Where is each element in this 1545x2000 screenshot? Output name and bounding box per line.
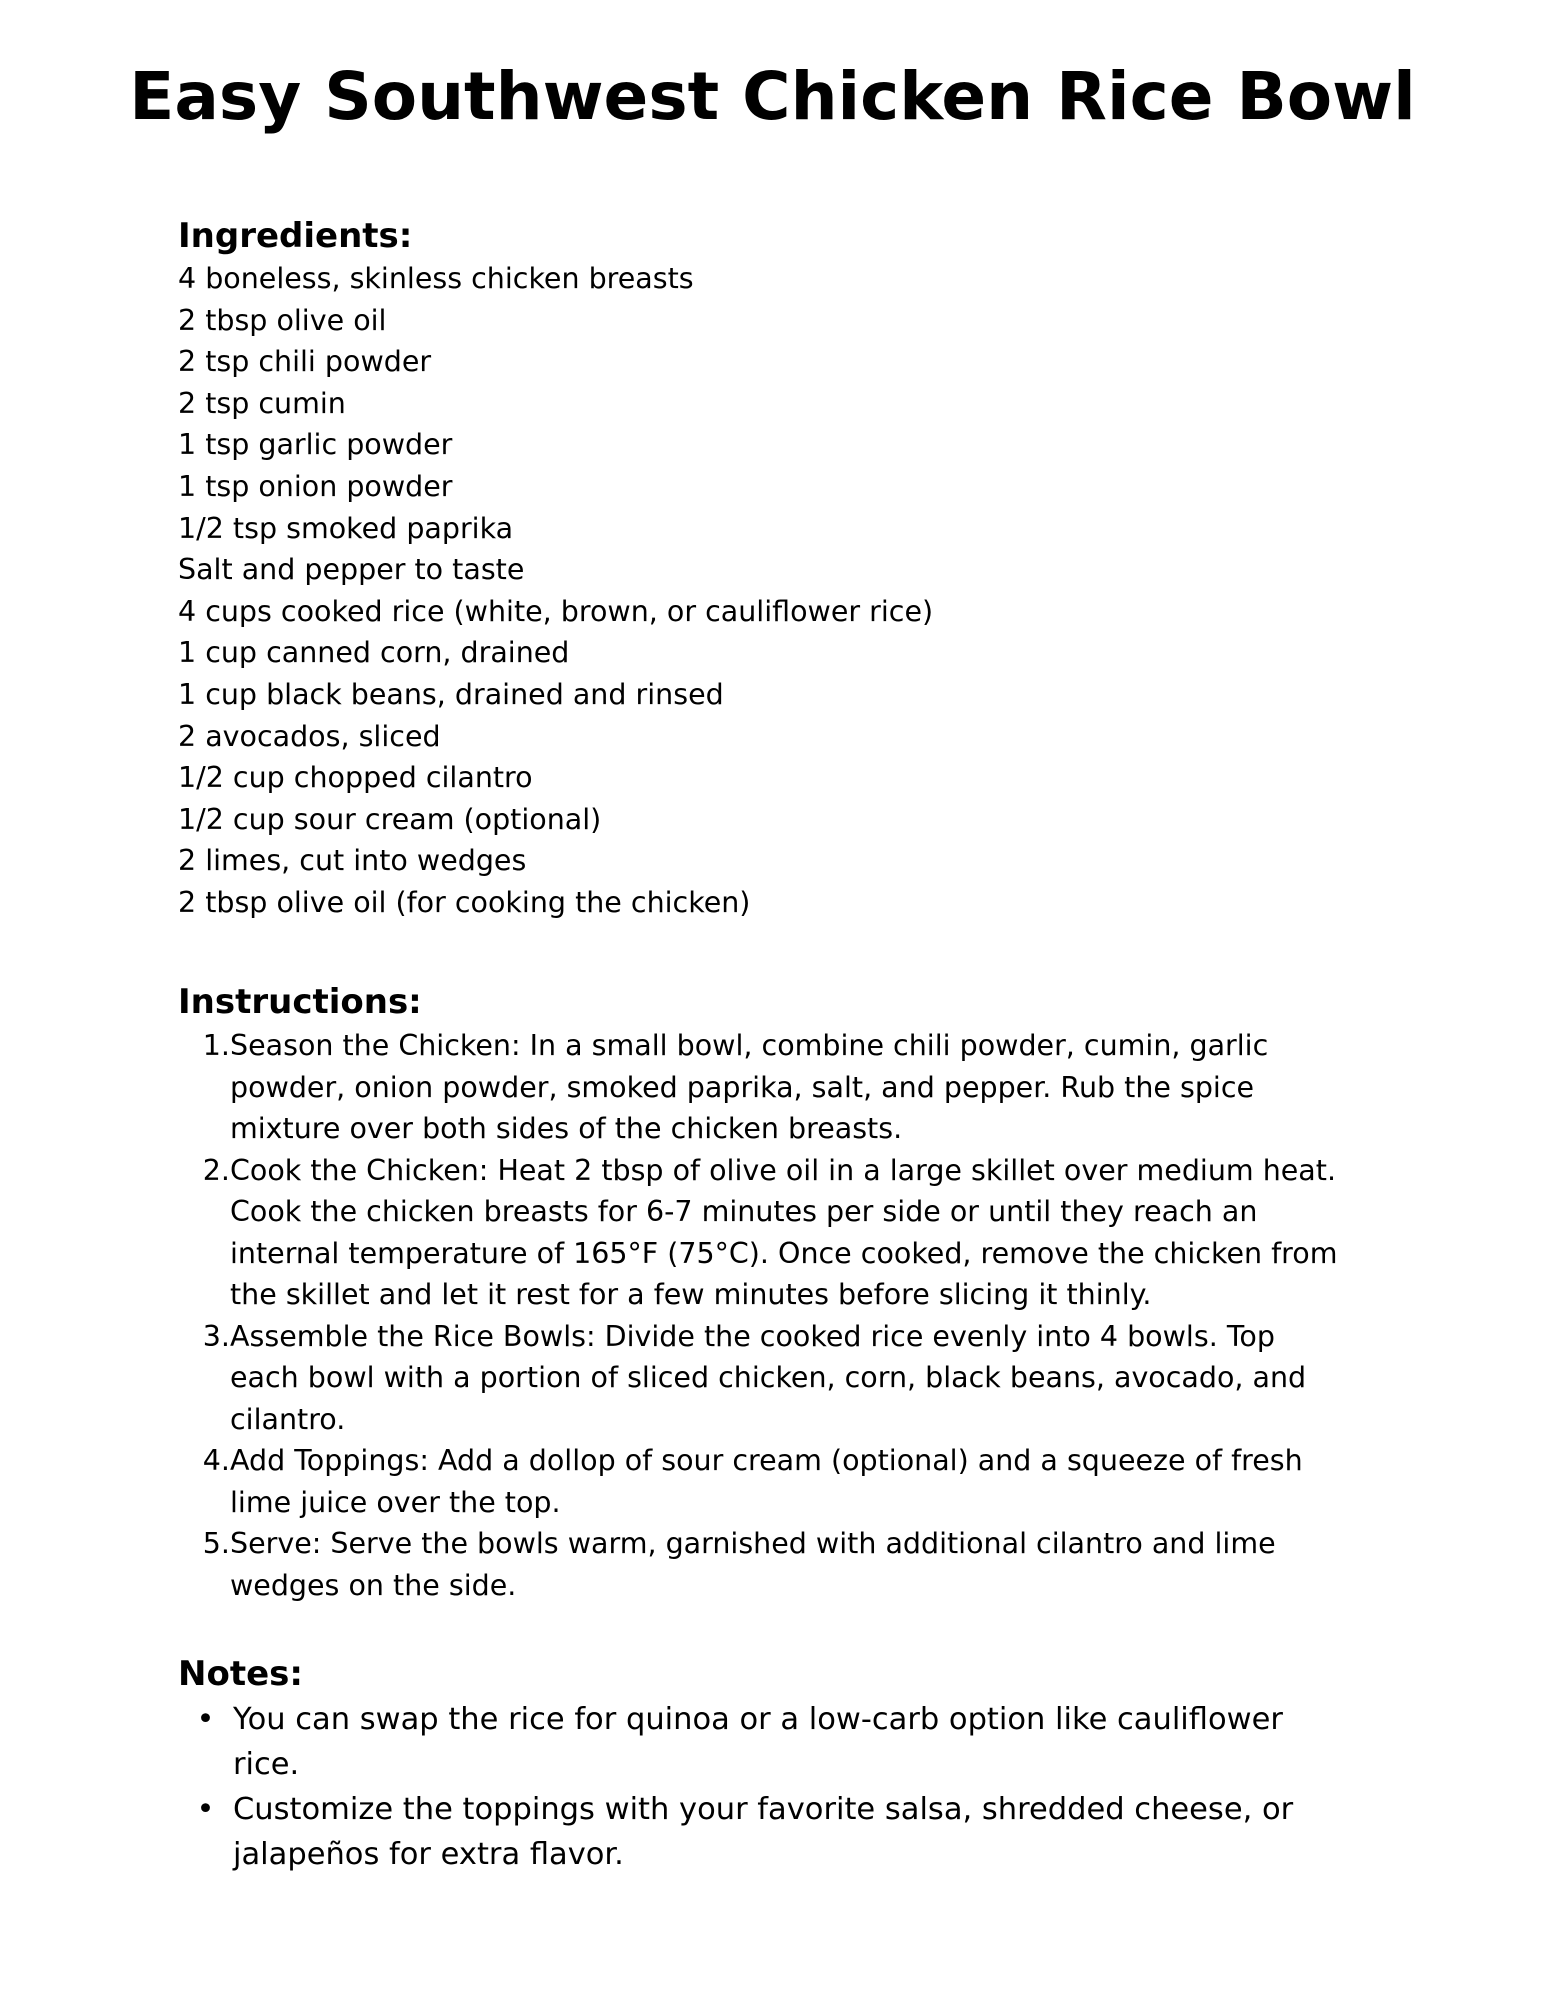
step-text [230,1025,1368,1150]
ingredient-item: 4 boneless, skinless chicken breasts [178,262,694,295]
note-text [233,1787,1368,1877]
step-line: each bowl with a portion of sliced chicken, corn, black beans, avocado, and [230,1361,1307,1394]
notes-heading: Notes: [178,1654,303,1694]
ingredient-item: 2 tbsp olive oil [178,303,387,337]
step-number: 3. [202,1319,230,1353]
step-text [230,1523,1368,1606]
step-line: lime juice over the top. [230,1485,561,1519]
step-number: 4. [202,1444,230,1477]
step-text [230,1440,1368,1523]
bullet-icon: • [196,1702,215,1737]
ingredient-item: 1/2 cup chopped cilantro [178,761,533,795]
note-line: rice. [233,1747,300,1782]
step-line: the skillet and let it rest for a few minutes before slicing it thinly. [230,1278,1152,1311]
step-line: Add Toppings: Add a dollop of sour cream (optional) and a squeeze of fresh [230,1444,1303,1477]
step-number: 5. [202,1527,230,1560]
note-item [178,1787,1368,1877]
ingredient-item: 2 tbsp olive oil (for cooking the chicken) [178,885,751,919]
notes-list [178,1697,1368,1877]
ingredient-item: Salt and pepper to taste [178,553,525,587]
step-line: powder, onion powder, smoked paprika, salt, and pepper. Rub the spice [230,1070,1255,1104]
ingredient-item: 2 avocados, sliced [178,719,441,753]
instruction-step [178,1150,1368,1316]
instruction-step [178,1440,1368,1523]
note-line: Customize the toppings with your favorite salsa, shredded cheese, or [233,1792,1294,1827]
step-text [230,1316,1368,1441]
ingredient-item: 2 tsp cumin [178,386,346,420]
bullet-icon: • [196,1792,215,1827]
note-line: jalapeños for extra flavor. [233,1837,624,1872]
step-line: Cook the Chicken: Heat 2 tbsp of olive oil in a large skillet over medium heat. [230,1153,1337,1187]
ingredients-heading: Ingredients: [178,216,413,256]
step-text [230,1150,1368,1316]
step-line: wedges on the side. [230,1568,517,1602]
instruction-step [178,1025,1368,1150]
step-number: 1. [202,1029,230,1062]
step-line: Serve: Serve the bowls warm, garnished with additional cilantro and lime [230,1527,1276,1560]
instruction-step [178,1523,1368,1606]
note-text [233,1697,1368,1787]
step-line: internal temperature of 165°F (75°C). Once cooked, remove the chicken from [230,1236,1338,1270]
step-line: Cook the chicken breasts for 6-7 minutes per side or until they reach an [230,1195,1258,1228]
instruction-step [178,1316,1368,1441]
ingredient-item: 1/2 cup sour cream (optional) [178,802,602,836]
recipe-title: Easy Southwest Chicken Rice Bowl [129,58,1416,135]
note-line: You can swap the rice for quinoa or a low-carb option like cauliflower [233,1702,1283,1737]
ingredient-item: 1 tsp garlic powder [178,428,453,462]
ingredient-item: 4 cups cooked rice (white, brown, or cauliflower rice) [178,594,934,628]
ingredients-list [178,258,933,924]
step-line: mixture over both sides of the chicken breasts. [230,1112,903,1145]
step-line: Assemble the Rice Bowls: Divide the cooked rice evenly into 4 bowls. Top [230,1319,1275,1353]
ingredient-item: 1 tsp onion powder [178,469,453,503]
ingredient-item: 1/2 tsp smoked paprika [178,511,514,545]
step-line: Season the Chicken: In a small bowl, combine chili powder, cumin, garlic [230,1029,1269,1062]
ingredient-item: 1 cup black beans, drained and rinsed [178,677,724,711]
ingredient-item: 1 cup canned corn, drained [178,636,570,670]
ingredient-item: 2 limes, cut into wedges [178,844,527,878]
note-item [178,1697,1368,1787]
instructions-list [178,1025,1368,1606]
step-line: cilantro. [230,1402,346,1436]
step-number: 2. [202,1153,230,1187]
ingredient-item: 2 tsp chili powder [178,345,432,379]
instructions-heading: Instructions: [178,982,422,1022]
